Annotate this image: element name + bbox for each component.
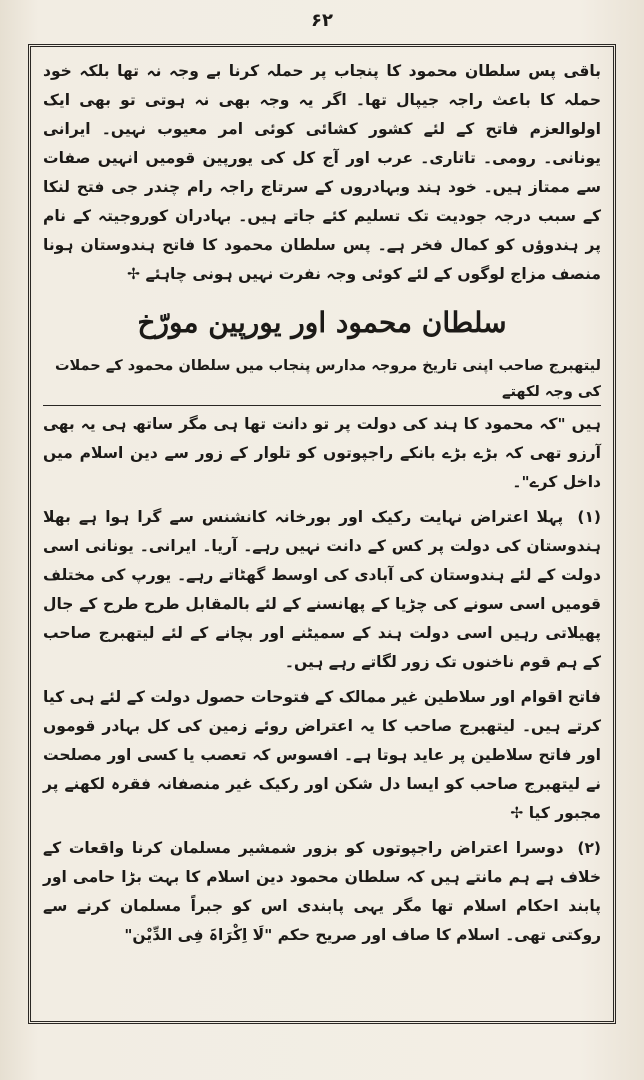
text-frame (28, 44, 616, 1024)
point-two (43, 834, 601, 950)
point-two-text: دوسرا اعتراض راجپوتوں کو بزور شمشیر مسلمان کرنا واقعات کے خلاف ہے ہم مانتے ہیں کہ سلطان محمود دین اسلام کا بہت بڑا حامی اور پابند احکام اسلام تھا مگر یہی پابندی اس کو جبراً مسلمان کرنے سے روکتی تھی۔ اسلام کا صاف اور صریح حکم "لَا اِکْرَاہَ فِی الدِّیْن" (43, 839, 601, 944)
point-one-text: پہلا اعتراض نہایت رکیک اور بورخانہ کانشنس سے گرا ہوا ہے بھلا ہندوستان کی دولت پر کس کے دانت نہیں رہے۔ آریا۔ ایرانی۔ یونانی اسی دولت کے لئے ہندوستان کی آبادی کی اوسط گھٹاتے رہے۔ یورپ کی مختلف قومیں اسی سونے کی چڑیا کے پھانسنے کے لئے بالمقابل طرح طرح کے جال پھیلاتی رہیں اسی دولت ہند کے سمیٹنے اور بچانے کے لئے لیتھبرج صاحب کے ہم قوم ناخنوں تک زور لگاتے رہے ہیں۔ (43, 508, 601, 671)
paragraph-intro: باقی پس سلطان محمود کا پنجاب پر حملہ کرنا بے وجہ نہ تھا بلکہ خود حملہ کا باعث راجہ جیپال تھا۔ اگر یہ وجہ بھی نہ ہوتی تو بھی ایک اولوالعزم فاتح کے لئے کشور کشائی کوئی امر معیوب نہیں۔ ایرانی یونانی۔ رومی۔ تاتاری۔ عرب اور آج کل کی یورپین قومیں انہیں صفات سے ممتاز ہیں۔ خود ہند وبہادروں کے سرتاج راجہ رام چندر جی فتح لنکا کے سبب درجہ جودیت تک تسلیم کئے جاتے ہیں۔ بہادران کوروجیتہ کے نام پر ہندوؤں کو کمال فخر ہے۔ پس سلطان محمود کا فاتح ہندوستان ہونا منصف مزاج لوگوں کے لئے کوئی وجہ نفرت نہیں ہونی چاہئے ✢ (43, 62, 601, 283)
point-one-number: (۱) (577, 508, 601, 526)
reference-line: لیتھبرج صاحب اپنی تاریخ مروجہ مدارس پنجاب میں سلطان محمود کے حملات کی وجہ لکھتے (43, 353, 601, 406)
section-heading: سلطان محمود اور یورپین مورّخ (137, 306, 507, 339)
quote-paragraph: ہیں "کہ محمود کا ہند کی دولت پر تو دانت تھا ہی مگر ساتھ ہی یہ بھی آرزو تھی کہ بڑے بڑے بانکے راجپوتوں کو تلوار کے زور سے دین اسلام میں داخل کرے"۔ (43, 415, 601, 491)
page-number: ۶۲ (311, 10, 333, 31)
point-two-number: (۲) (577, 839, 601, 857)
paragraph-conquerors: فاتح اقوام اور سلاطین غیر ممالک کے فتوحات حصول دولت کے لئے ہی کیا کرتے ہیں۔ لیتھبرج صاحب کا یہ اعتراض روئے زمین کی کل بہادر قوموں اور فاتح سلاطین پر عاید ہوتا ہے۔ افسوس کہ تعصب یا کسی اور مصلحت نے لیتھبرج صاحب کو ایسا دل شکن اور رکیک غیر منصفانہ فقرہ لکھنے پر مجبور کیا ✢ (43, 688, 601, 822)
point-one (43, 503, 601, 677)
